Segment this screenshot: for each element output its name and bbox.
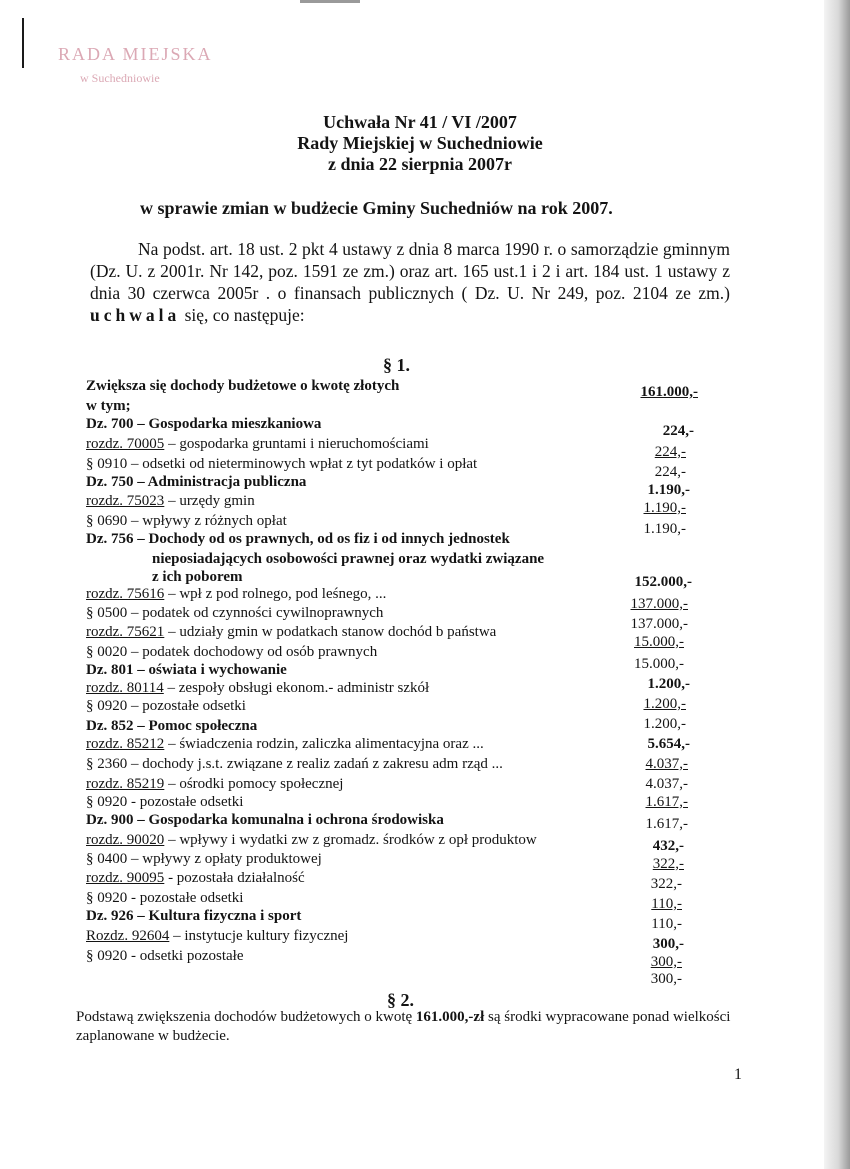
budget-row-amount: 322,- (652, 856, 684, 872)
budget-row-amount: 137.000,- (630, 616, 688, 632)
budget-row-text: nieposiadających osobowości prawnej oraz wydatki związane (152, 551, 545, 567)
budget-row-amount: 224,- (654, 464, 686, 480)
budget-row-label (152, 569, 692, 586)
budget-row-amount: 1.200,- (643, 696, 686, 712)
chapter-code: rozdz. 70005 (86, 436, 165, 452)
budget-row-label (86, 474, 626, 491)
resolution-header (250, 112, 590, 175)
section-2-text (76, 1008, 746, 1046)
budget-row-amount: 432,- (652, 838, 684, 854)
budget-row-amount: 4.037,- (645, 756, 688, 772)
budget-row-label (86, 698, 626, 715)
budget-row-label (86, 928, 626, 945)
budget-row-text: § 0920 – pozostałe odsetki (86, 698, 246, 714)
scan-edge-left-mark (22, 18, 24, 68)
chapter-code: rozdz. 75616 (86, 586, 165, 602)
budget-row-label (86, 416, 626, 433)
chapter-code: rozdz. 85212 (86, 736, 165, 752)
budget-row-text: § 0400 – wpływy z opłaty produktowej (86, 851, 322, 867)
budget-row-amount: 1.200,- (643, 716, 686, 732)
budget-row-text: Dz. 926 – Kultura fizyczna i sport (86, 908, 302, 924)
budget-row-label (86, 644, 626, 661)
chapter-code: Rozdz. 92604 (86, 928, 170, 944)
chapter-code: rozdz. 75023 (86, 493, 165, 509)
section-1-heading: § 1. (383, 355, 410, 375)
budget-row-amount: 1.617,- (645, 794, 688, 810)
budget-row-label (86, 605, 626, 622)
budget-row-text: z ich poborem (152, 569, 243, 585)
budget-row-amount: 300,- (650, 971, 682, 987)
budget-row (0, 551, 850, 571)
budget-row-text: § 0690 – wpływy z różnych opłat (86, 513, 287, 529)
budget-row-amount: 161.000,- (640, 384, 698, 400)
chapter-code: rozdz. 80114 (86, 680, 164, 696)
budget-row-text: – ośrodki pomocy społecznej (164, 776, 344, 792)
scan-edge-top (300, 0, 360, 3)
budget-row-text: – udziały gmin w podatkach stanow dochód b państwa (164, 624, 497, 640)
budget-row-text: – świadczenia rodzin, zaliczka alimentacyjna oraz ... (164, 736, 484, 752)
budget-row-amount: 1.617,- (645, 816, 688, 832)
budget-row-amount: 152.000,- (634, 574, 692, 590)
budget-row-text: – instytucje kultury fizycznej (169, 928, 349, 944)
budget-row-label (86, 718, 626, 735)
budget-row-amount: 5.654,- (647, 736, 690, 752)
budget-row-label (86, 586, 626, 603)
budget-row (0, 513, 850, 537)
council-stamp (58, 44, 213, 86)
budget-row-text: Dz. 852 – Pomoc społeczna (86, 718, 258, 734)
budget-row-amount: 224,- (662, 423, 694, 439)
budget-row (0, 436, 850, 460)
budget-row-text: Zwiększa się dochody budżetowe o kwotę złotych (86, 378, 400, 394)
budget-row-text: Dz. 756 – Dochody od os prawnych, od os fiz i od innych jednostek (86, 531, 510, 547)
budget-row-amount: 224,- (654, 444, 686, 460)
budget-row-label (86, 794, 626, 811)
budget-row-text: Dz. 750 – Administracja publiczna (86, 474, 307, 490)
budget-row-text: – urzędy gmin (164, 493, 255, 509)
page-number: 1 (734, 1066, 742, 1083)
budget-row-amount: 1.190,- (643, 521, 686, 537)
legal-basis-ending: się, co następuje: (180, 305, 305, 325)
budget-row-amount: 1.190,- (643, 500, 686, 516)
budget-row-label (86, 870, 626, 887)
budget-row-text: § 2360 – dochody j.s.t. związane z realiz zadań z zakresu adm rząd ... (86, 756, 503, 772)
budget-row (0, 474, 850, 498)
budget-row-label (86, 908, 626, 925)
budget-row-text: § 0910 – odsetki od nieterminowych wpłat z tyt podatków i opłat (86, 456, 478, 472)
budget-row-label (86, 851, 626, 868)
budget-row-amount: 137.000,- (630, 596, 688, 612)
budget-row-label (86, 378, 626, 395)
budget-row (0, 456, 850, 480)
budget-row-text: § 0020 – podatek dochodowy od osób prawnych (86, 644, 378, 660)
budget-row-amount: 1.190,- (647, 482, 690, 498)
legal-basis (90, 238, 730, 326)
budget-row-text: – wpł z pod rolnego, pod leśnego, ... (164, 586, 387, 602)
budget-row-amount: 300,- (650, 954, 682, 970)
section-2-text-after: są środki wypracowane ponad wielkości zaplanowane w budżecie. (76, 1009, 731, 1044)
budget-row (0, 948, 850, 987)
budget-row (0, 378, 850, 398)
resolution-subject: w sprawie zmian w budżecie Gminy Suchedniów na rok 2007. (140, 198, 613, 218)
budget-changes-list (0, 376, 850, 987)
budget-row-text: Dz. 900 – Gospodarka komunalna i ochrona środowiska (86, 812, 444, 828)
budget-row (0, 398, 850, 418)
budget-row-label (86, 624, 626, 641)
section-2-text-before: Podstawą zwiększenia dochodów budżetowych o kwotę (76, 1009, 416, 1025)
budget-row-text: Dz. 801 – oświata i wychowanie (86, 662, 287, 678)
budget-row-text: § 0920 - odsetki pozostałe (86, 948, 244, 964)
budget-row-label (86, 948, 626, 965)
budget-row-label (86, 531, 626, 548)
budget-row (0, 493, 850, 516)
budget-row-text: § 0920 - pozostałe odsetki (86, 794, 244, 810)
chapter-code: rozdz. 75621 (86, 624, 165, 640)
budget-row-text: § 0500 – podatek od czynności cywilnoprawnych (86, 605, 384, 621)
budget-row-label (86, 812, 626, 829)
chapter-code: rozdz. 90020 (86, 832, 165, 848)
budget-row-label (86, 890, 626, 907)
budget-row-label (86, 756, 626, 773)
legal-basis-text: Na podst. art. 18 ust. 2 pkt 4 ustawy z dnia 8 marca 1990 r. o samorządzie gminnym (Dz. U. z 2001r. Nr 142, poz. 1591 ze zm.) oraz art. 165 ust.1 i 2 i art. 184 ust. 1 ustawy z dnia 30 czerwca 2005r . o finansach publicznych ( Dz. U. Nr 249, poz. 2104 ze zm.) (90, 239, 730, 303)
section-2-heading: § 2. (387, 990, 414, 1010)
budget-row-text: w tym; (86, 398, 131, 414)
budget-row-amount: 322,- (650, 876, 682, 892)
budget-row-label (86, 776, 626, 793)
budget-row-label (86, 493, 626, 510)
budget-row (0, 624, 850, 650)
budget-row-text: § 0920 - pozostałe odsetki (86, 890, 244, 906)
budget-row-text: - pozostała działalność (164, 870, 305, 886)
stamp-line-2: w Suchedniowie (80, 71, 160, 85)
legal-basis-keyword: uchwala (90, 305, 181, 325)
budget-row-amount: 4.037,- (645, 776, 688, 792)
budget-row (0, 586, 850, 612)
budget-row-label (86, 398, 626, 415)
budget-row (0, 531, 850, 551)
stamp-line-1: RADA MIEJSKA (58, 44, 213, 64)
resolution-title: Uchwała Nr 41 / VI /2007 (323, 112, 517, 132)
resolution-date: z dnia 22 sierpnia 2007r (327, 154, 512, 174)
budget-row-label (86, 680, 626, 697)
budget-row-label (86, 832, 626, 849)
chapter-code: rozdz. 85219 (86, 776, 165, 792)
budget-row-text: – zespoły obsługi ekonom.- administr szkół (163, 680, 430, 696)
budget-row-text: – wpływy i wydatki zw z gromadz. środków z opł produktow (164, 832, 537, 848)
resolution-issuer: Rady Miejskiej w Suchedniowie (297, 133, 543, 153)
budget-row-text: – gospodarka gruntami i nieruchomościami (164, 436, 429, 452)
budget-row-label (86, 436, 626, 453)
budget-row-label (86, 736, 626, 753)
budget-row-text: Dz. 700 – Gospodarka mieszkaniowa (86, 416, 322, 432)
budget-row-amount: 300,- (652, 936, 684, 952)
budget-row-amount: 1.200,- (647, 676, 690, 692)
budget-row-amount: 15.000,- (634, 656, 684, 672)
chapter-code: rozdz. 90095 (86, 870, 165, 886)
budget-row-amount: 15.000,- (634, 634, 684, 650)
budget-row-amount: 110,- (651, 916, 682, 932)
section-2-amount: 161.000,-zł (415, 1009, 485, 1025)
budget-row-label (86, 456, 626, 473)
budget-row-label (86, 513, 626, 530)
budget-row-label (152, 551, 692, 568)
budget-row-label (86, 662, 626, 679)
budget-row-amount: 110,- (651, 896, 682, 912)
budget-row (0, 416, 850, 439)
